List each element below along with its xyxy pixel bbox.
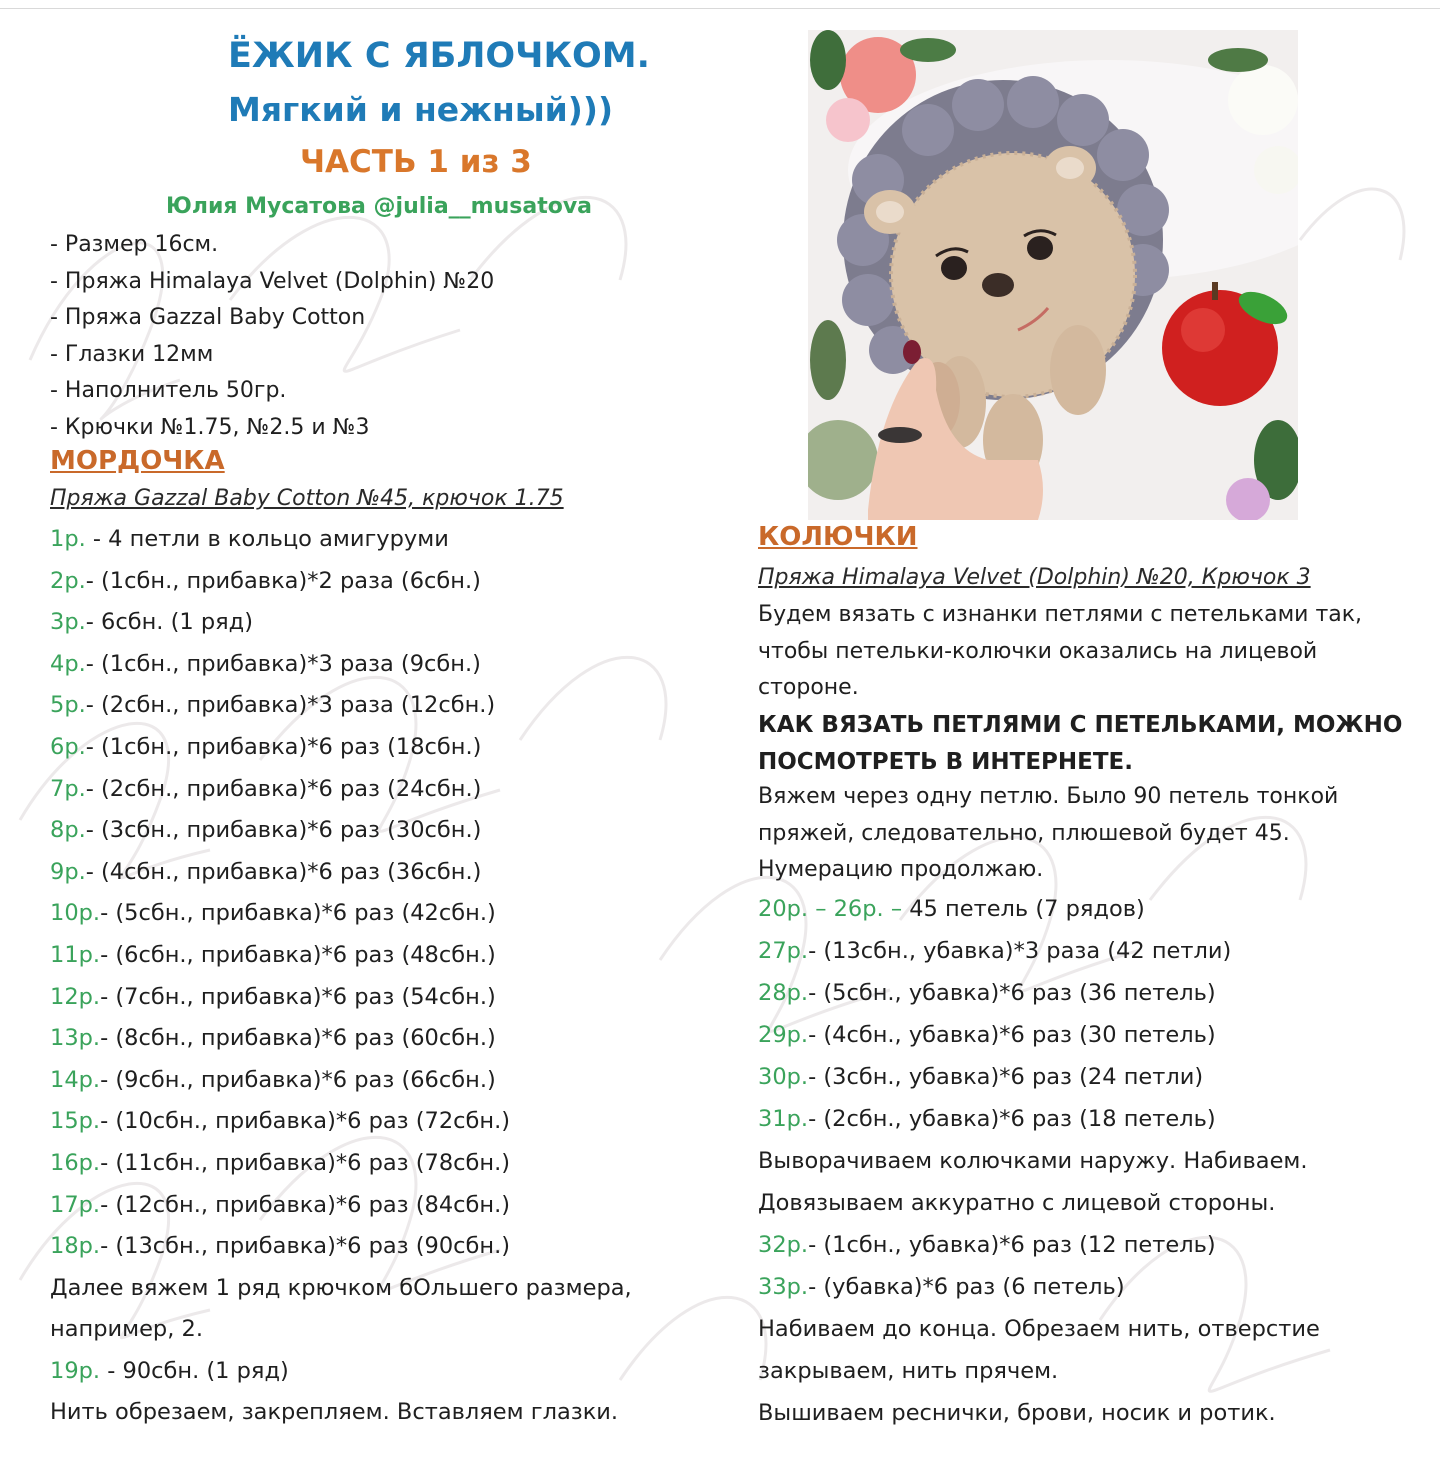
- pattern-row: [50, 977, 632, 1019]
- intro-line: чтобы петельки-колючки оказались на лицевой: [758, 638, 1318, 664]
- row-number: 16р.: [50, 1149, 101, 1176]
- row-instruction: - (3сбн., убавка)*6 раз (24 петли): [808, 1064, 1204, 1090]
- row-number: 8р.: [50, 817, 86, 844]
- note-line: КАК ВЯЗАТЬ ПЕТЛЯМИ С ПЕТЕЛЬКАМИ, МОЖНО: [758, 712, 1403, 738]
- row-instruction: Довязываем аккуратно с лицевой стороны.: [758, 1190, 1276, 1216]
- spec-item: - Пряжа Himalaya Velvet (Dolphin) №20: [50, 268, 495, 294]
- muzzle-rows: [50, 519, 632, 1434]
- info-line: Вяжем через одну петлю. Было 90 петель тонкой: [758, 784, 1339, 809]
- row-instruction: - (13сбн., прибавка)*6 раз (90сбн.): [100, 1233, 511, 1260]
- row-instruction: - (11сбн., прибавка)*6 раз (78сбн.): [100, 1149, 511, 1176]
- intro-line: Будем вязать с изнанки петлями с петельками так,: [758, 602, 1363, 627]
- row-instruction: - (8сбн., прибавка)*6 раз (60сбн.): [100, 1025, 496, 1052]
- row-number: 30р.: [758, 1064, 809, 1090]
- spec-item: - Наполнитель 50гр.: [50, 378, 287, 403]
- pattern-row: [758, 1308, 1320, 1350]
- row-number: 27р.: [758, 938, 809, 964]
- row-instruction: - (5сбн., убавка)*6 раз (36 петель): [808, 980, 1216, 1006]
- row-instruction: - (2сбн., убавка)*6 раз (18 петель): [808, 1106, 1216, 1132]
- pattern-row: [758, 1182, 1320, 1224]
- row-instruction: - 6сбн. (1 ряд): [85, 609, 253, 636]
- row-number: 1р.: [50, 526, 86, 552]
- pattern-row: [50, 602, 632, 644]
- row-number: 28р.: [758, 980, 809, 1006]
- row-instruction: - (1сбн., прибавка)*6 раз (18сбн.): [85, 733, 482, 760]
- pattern-row: [50, 1351, 632, 1393]
- materials-list: [50, 228, 494, 447]
- row-instruction: Набиваем до конца. Обрезаем нить, отверстие: [758, 1316, 1320, 1342]
- row-instruction: - (3сбн., прибавка)*6 раз (30сбн.): [85, 817, 482, 844]
- pattern-row: [758, 1392, 1320, 1434]
- pattern-row: [50, 935, 632, 977]
- row-instruction: - (6сбн., прибавка)*6 раз (48сбн.): [100, 941, 496, 968]
- muzzle-yarn-note: Пряжа Gazzal Baby Cotton №45, крючок 1.75: [50, 486, 564, 511]
- pattern-row: [50, 685, 632, 727]
- row-number: 13р.: [50, 1025, 101, 1052]
- pattern-row: [50, 1101, 632, 1143]
- row-instruction: - 90сбн. (1 ряд): [100, 1357, 289, 1384]
- row-instruction: - (1сбн., прибавка)*3 раза (9сбн.): [85, 650, 481, 677]
- pattern-row: [50, 561, 632, 603]
- part-label: ЧАСТЬ 1 из 3: [300, 144, 532, 180]
- spikes-rows: [758, 888, 1320, 1434]
- row-instruction: - (7сбн., прибавка)*6 раз (54сбн.): [100, 983, 496, 1010]
- row-number: 31р.: [758, 1106, 809, 1132]
- pattern-row: [758, 1098, 1320, 1140]
- pattern-subtitle: Мягкий и нежный))): [228, 90, 614, 129]
- pattern-row: [758, 888, 1320, 930]
- pattern-row: [50, 727, 632, 769]
- row-instruction: Нить обрезаем, закрепляем. Вставляем глазки.: [50, 1399, 619, 1426]
- row-number: 3р.: [50, 609, 86, 636]
- row-instruction: - (4сбн., убавка)*6 раз (30 петель): [808, 1022, 1216, 1048]
- pattern-row: [50, 1309, 632, 1351]
- note-line: ПОСМОТРЕТЬ В ИНТЕРНЕТЕ.: [758, 748, 1133, 775]
- row-number: 7р.: [50, 775, 86, 802]
- pattern-row: [758, 1140, 1320, 1182]
- row-number: 33р.: [758, 1274, 809, 1300]
- row-number: 6р.: [50, 733, 86, 760]
- spec-item: - Размер 16см.: [50, 232, 219, 257]
- spikes-intro: [758, 597, 1362, 707]
- row-instruction: 45 петель (7 рядов): [902, 896, 1145, 922]
- pattern-row: [758, 930, 1320, 972]
- pattern-row: [50, 1185, 632, 1227]
- pattern-row: [758, 1056, 1320, 1098]
- row-number: 14р.: [50, 1066, 101, 1093]
- spikes-yarn-note: Пряжа Himalaya Velvet (Dolphin) №20, Крючок 3: [758, 565, 1311, 590]
- row-number: 11р.: [50, 941, 101, 968]
- spikes-info: [758, 779, 1338, 889]
- row-number: 12р.: [50, 983, 101, 1010]
- row-instruction: закрываем, нить прячем.: [758, 1358, 1059, 1384]
- row-instruction: Вышиваем реснички, брови, носик и ротик.: [758, 1400, 1276, 1426]
- row-number: 32р.: [758, 1232, 809, 1258]
- row-instruction: - (9сбн., прибавка)*6 раз (66сбн.): [100, 1066, 496, 1093]
- spec-item: - Крючки №1.75, №2.5 и №3: [50, 414, 370, 440]
- row-instruction: - (4сбн., прибавка)*6 раз (36сбн.): [85, 858, 482, 885]
- info-line: пряжей, следовательно, плюшевой будет 45.: [758, 820, 1290, 846]
- row-number: 29р.: [758, 1022, 809, 1048]
- row-instruction: - (10сбн., прибавка)*6 раз (72сбн.): [100, 1108, 511, 1135]
- spec-item: - Глазки 12мм: [50, 341, 214, 367]
- row-number: 10р.: [50, 900, 101, 927]
- row-instruction: - (1сбн., убавка)*6 раз (12 петель): [808, 1232, 1216, 1258]
- row-instruction: - (13сбн., убавка)*3 раза (42 петли): [808, 938, 1232, 964]
- row-instruction: - (2сбн., прибавка)*3 раза (12сбн.): [85, 692, 496, 719]
- pattern-row: [50, 1018, 632, 1060]
- row-instruction: - (12сбн., прибавка)*6 раз (84сбн.): [100, 1191, 511, 1218]
- author-credit: Юлия Мусатова @julia__musatova: [166, 194, 593, 219]
- pattern-row: [50, 519, 632, 561]
- info-line: Нумерацию продолжаю.: [758, 857, 1044, 882]
- spikes-heading: КОЛЮЧКИ: [758, 522, 918, 552]
- pattern-row: [50, 644, 632, 686]
- row-instruction: Далее вяжем 1 ряд крючком бОльшего размера,: [50, 1274, 632, 1301]
- pattern-row: [758, 1266, 1320, 1308]
- pattern-row: [758, 972, 1320, 1014]
- row-instruction: - (5сбн., прибавка)*6 раз (42сбн.): [100, 900, 496, 927]
- row-number: 17р.: [50, 1191, 101, 1218]
- muzzle-heading: МОРДОЧКА: [50, 446, 225, 476]
- pattern-row: [50, 769, 632, 811]
- row-instruction: Выворачиваем колючками наружу. Набиваем.: [758, 1148, 1308, 1174]
- intro-line: стороне.: [758, 675, 859, 700]
- pattern-row: [758, 1014, 1320, 1056]
- row-instruction: например, 2.: [50, 1316, 203, 1343]
- spec-item: - Пряжа Gazzal Baby Cotton: [50, 305, 366, 330]
- pattern-row: [50, 852, 632, 894]
- pattern-row: [758, 1224, 1320, 1266]
- row-instruction: - (1сбн., прибавка)*2 раза (6сбн.): [85, 567, 481, 594]
- pattern-row: [50, 1060, 632, 1102]
- pattern-row: [50, 1226, 632, 1268]
- row-number: 5р.: [50, 692, 86, 719]
- pattern-row: [50, 1268, 632, 1310]
- pattern-row: [50, 893, 632, 935]
- row-number: 19р.: [50, 1357, 101, 1384]
- row-number: 2р.: [50, 567, 86, 594]
- row-number: 9р.: [50, 858, 86, 885]
- pattern-row: [758, 1350, 1320, 1392]
- row-number: 15р.: [50, 1108, 101, 1135]
- row-instruction: - (убавка)*6 раз (6 петель): [808, 1274, 1125, 1300]
- row-number: 4р.: [50, 650, 86, 677]
- row-number: 18р.: [50, 1233, 101, 1260]
- row-instruction: - 4 петли в кольцо амигуруми: [85, 526, 449, 552]
- pattern-title: ЁЖИК С ЯБЛОЧКОМ.: [228, 36, 650, 76]
- row-number: 20р. – 26р. –: [758, 896, 903, 922]
- pattern-row: [50, 1392, 632, 1434]
- pattern-row: [50, 810, 632, 852]
- pattern-row: [50, 1143, 632, 1185]
- hedgehog-photo: [808, 30, 1298, 520]
- row-instruction: - (2сбн., прибавка)*6 раз (24сбн.): [85, 775, 482, 802]
- top-divider: [0, 8, 1440, 9]
- technique-note: [758, 707, 1402, 780]
